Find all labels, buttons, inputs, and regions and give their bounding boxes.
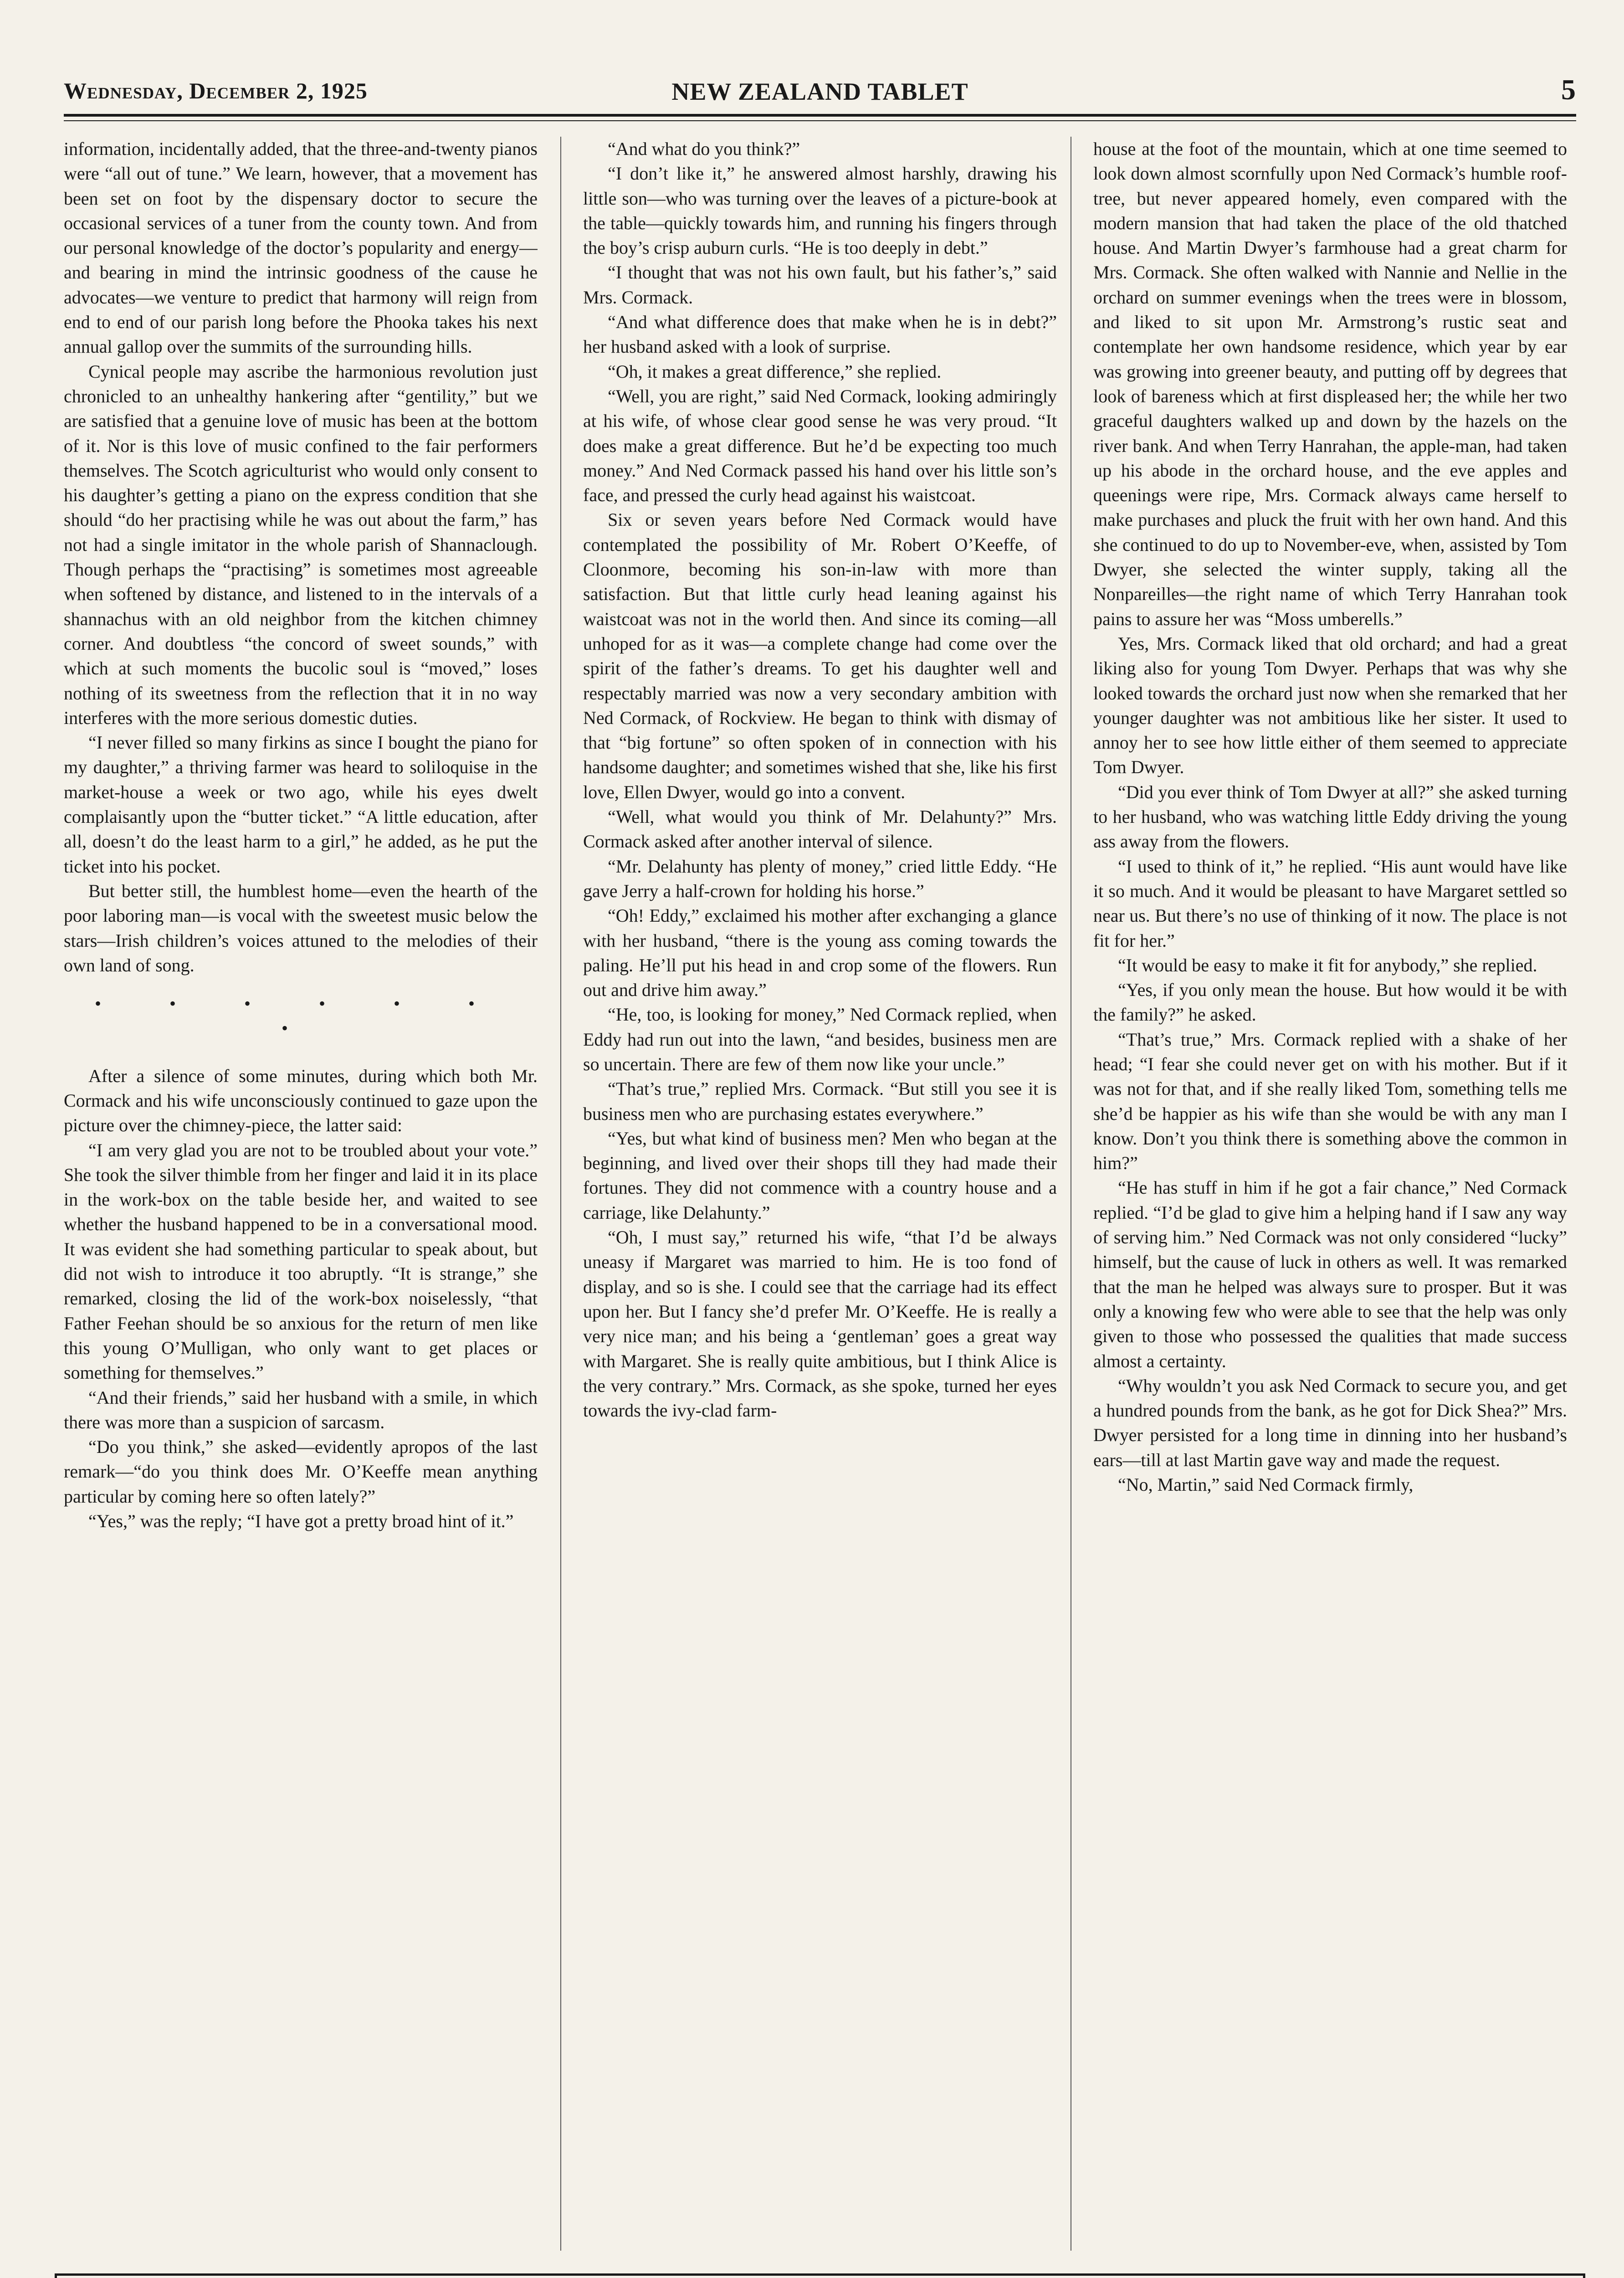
article-paragraph: “Why wouldn’t you ask Ned Cormack to secure you, and get a hundred pounds from the bank, as he got for Dick Shea?” Mrs. Dwyer persisted for a long time in dinning into her husband’s ears—till at last Martin gave way and made the request. <box>1093 1375 1567 1470</box>
article-paragraph: “He, too, is looking for money,” Ned Cormack replied, when Eddy had run out into the lawn, “and besides, business men are so uncertain. There are few of them now like your uncle.” <box>583 1004 1057 1074</box>
article-paragraph: “Yes, but what kind of business men? Men who began at the beginning, and lived over their shops till they had made their fortunes. They did not commence with a country house and a carriage, like Delahunty.” <box>583 1128 1057 1223</box>
article-paragraph: “Yes, if you only mean the house. But how would it be with the family?” he asked. <box>1093 980 1567 1025</box>
page-number: 5 <box>1561 73 1576 106</box>
section-break-dots: • • • • • • • <box>94 993 507 1039</box>
article-column-2 <box>583 137 1057 2251</box>
article-paragraph: “That’s true,” Mrs. Cormack replied with a shake of her head; “I fear she could never get on with his mother. But if it was not for that, and if she really liked Tom, something tells me she’d be happier as his wife than she would be with any man I know. Don’t you think there is something above the common in him?” <box>1093 1029 1567 1174</box>
page-header <box>64 73 1576 118</box>
article-paragraph: “That’s true,” replied Mrs. Cormack. “But still you see it is business men who are purchasing estates everywhere.” <box>583 1078 1057 1124</box>
article-paragraph: After a silence of some minutes, during which both Mr. Cormack and his wife unconsciously continued to gaze upon the picture over the chimney-piece, the latter said: <box>64 1065 538 1136</box>
article-paragraph: “And what do you think?” <box>608 139 800 159</box>
article-paragraph: house at the foot of the mountain, which at one time seemed to look down almost scornfully upon Ned Cormack’s humble roof-tree, but never appeared homely, even compared with the modern mansion that had taken the place of the old thatched house. And Martin Dwyer’s farmhouse had a great charm for Mrs. Cormack. She often walked with Nannie and Nellie in the orchard on summer evenings when the trees were in blossom, and liked to sit upon Mr. Armstrong’s rustic seat and contemplate her own handsome residence, which year by ear was growing into greener beauty, and putting off by degrees that look of bareness which at first displeased her; the while her two graceful daughters walked up and down by the hazels on the river bank. And when Terry Hanrahan, the apple-man, had taken up his abode in the orchard house, and the eve apples and queenings were ripe, Mrs. Cormack always came herself to make purchases and pluck the fruit with her own hand. And this she continued to do up to November-eve, when, assisted by Tom Dwyer, she selected the winter supply, taking all the Nonpareilles—the right name of which Terry Hanrahan took pains to assure her was “Moss umberells.” <box>1093 139 1567 629</box>
newspaper-title: NEW ZEALAND TABLET <box>671 78 968 105</box>
advertisement-banner <box>55 2273 1585 2278</box>
article-paragraph: “Oh, it makes a great difference,” she replied. <box>608 361 942 382</box>
article-paragraph: Six or seven years before Ned Cormack would have contemplated the possibility of Mr. Robert O’Keeffe, of Cloonmore, becoming his son-in-law with more than satisfaction. But that little curly head leaning against his waistcoat was not in the world then. And since its coming—all unhoped for as it was—a complete change had come over the spirit of the father’s dreams. To get his daughter well and respectably married was now a very secondary ambition with Ned Cormack, of Rockview. He began to think with dismay of that “big fortune” so often spoken of in connection with his handsome daughter; and sometimes wished that she, like his first love, Ellen Dwyer, would go into a convent. <box>583 509 1057 802</box>
article-column-1 <box>64 137 538 2251</box>
article-paragraph: Cynical people may ascribe the harmonious revolution just chronicled to an unhealthy hankering after “gentility,” but we are satisfied that a genuine love of music has been at the bottom of it. Nor is this love of music confined to the fair performers themselves. The Scotch agriculturist who would only consent to his daughter’s getting a piano on the express condition that she should “do her practising while he was out about the farm,” has not had a single imitator in the whole parish of Shannaclough. Though perhaps the “practising” is sometimes most agreeable when softened by distance, and listened to in the intervals of a shannachus with an old neighbor from the kitchen chimney corner. And doubtless “the concord of sweet sounds,” with which at such moments the bucolic soul is “moved,” loses nothing of its sweetness from the reflection that it in no way interferes with the more serious domestic duties. <box>64 361 538 728</box>
article-paragraph: “Mr. Delahunty has plenty of money,” cried little Eddy. “He gave Jerry a half-crown for holding his horse.” <box>583 856 1057 901</box>
article-paragraph: “Oh, I must say,” returned his wife, “that I’d be always uneasy if Margaret was married to him. He is too fond of display, and so is she. I could see that the carriage had its effect upon her. But I fancy she’d prefer Mr. O’Keeffe. He is really a very nice man; and his being a ‘gentleman’ goes a great way with Margaret. She is really quite ambitious, but I think Alice is the very contrary.” Mrs. Cormack, as she spoke, turned her eyes towards the ivy-clad farm- <box>583 1227 1057 1421</box>
article-paragraph: “It would be easy to make it fit for anybody,” she replied. <box>1118 954 1537 975</box>
article-paragraph: But better still, the humblest home—even the hearth of the poor laboring man—is vocal with the sweetest music below the stars—Irish children’s voices attuned to the melodies of their own land of song. <box>64 880 538 975</box>
article-column-3 <box>1093 137 1567 2251</box>
article-paragraph: “I thought that was not his own fault, but his father’s,” said Mrs. Cormack. <box>583 262 1057 308</box>
article-paragraph: “I used to think of it,” he replied. “His aunt would have like it so much. And it would be pleasant to have Margaret settled so near us. But there’s no use of thinking of it now. The place is not fit for her.” <box>1093 856 1567 951</box>
header-rule-thin <box>64 120 1576 121</box>
article-paragraph: “No, Martin,” said Ned Cormack firmly, <box>1118 1474 1414 1495</box>
header-rule <box>64 114 1576 117</box>
issue-date: Wednesday, December 2, 1925 <box>64 78 368 103</box>
article-paragraph: “Well, you are right,” said Ned Cormack, looking admiringly at his wife, of whose clear good sense he was very proud. “It does make a great difference. But he’d be expecting too much money.” And Ned Cormack passed his hand over his little son’s face, and pressed the curly head against his waistcoat. <box>583 385 1057 506</box>
column-divider <box>560 137 561 2251</box>
article-paragraph: “I never filled so many firkins as since I bought the piano for my daughter,” a thriving farmer was heard to soliloquise in the market-house a week or two ago, while his eyes dwelt complaisantly upon the “butter ticket.” “A little education, after all, doesn’t do the least harm to a girl,” he added, as he put the ticket into his pocket. <box>64 732 538 877</box>
article-paragraph: “Do you think,” she asked—evidently apropos of the last remark—“do you think does Mr. O’Keeffe mean anything particular by coming here so often lately?” <box>64 1437 538 1507</box>
article-paragraph: “And what difference does that make when he is in debt?” her husband asked with a look of surprise. <box>583 312 1057 357</box>
article-paragraph: “Well, what would you think of Mr. Delahunty?” Mrs. Cormack asked after another interval of silence. <box>583 806 1057 852</box>
article-paragraph: “I don’t like it,” he answered almost harshly, drawing his little son—who was turning over the leaves of a picture-book at the table—quickly towards him, and running his fingers through the boy’s crisp auburn curls. “He is too deeply in debt.” <box>583 163 1057 258</box>
article-paragraph: information, incidentally added, that the three-and-twenty pianos were “all out of tune.” We learn, however, that a movement has been set on foot by the dispensary doctor to secure the occasional services of a tuner from the county town. And from our personal knowledge of the doctor’s popularity and energy—and bearing in mind the intrinsic goodness of the cause he advocates—we venture to predict that harmony will reign from end to end of our parish long before the Phooka takes his next annual gallop over the summits of the surrounding hills. <box>64 139 538 357</box>
article-paragraph: “He has stuff in him if he got a fair chance,” Ned Cormack replied. “I’d be glad to give him a helping hand if I saw any way of serving him.” Ned Cormack was not only considered “lucky” himself, but the cause of luck in others as well. It was remarked that the man he helped was always sure to prosper. But it was only a knowing few who were able to see that the help was only given to those who possessed the qualities that made success almost a certainty. <box>1093 1177 1567 1371</box>
article-paragraph: “I am very glad you are not to be troubled about your vote.” She took the silver thimble from her finger and laid it in its place in the work-box on the table beside her, and waited to see whether the husband happened to be in a conversational mood. It was evident she had something particular to speak about, but did not wish to introduce it too abruptly. “It is strange,” she remarked, closing the lid of the work-box noiselessly, “that Father Feehan should be so anxious for the return of men like this young O’Mulligan, who only want to get places or something for themselves.” <box>64 1139 538 1383</box>
article-paragraph: Yes, Mrs. Cormack liked that old orchard; and had a great liking also for young Tom Dwyer. Perhaps that was why she looked towards the orchard just now when she remarked that her younger daughter was not ambitious like her sister. It used to annoy her to see how little either of them seemed to appreciate Tom Dwyer. <box>1093 633 1567 778</box>
article-paragraph: “Did you ever think of Tom Dwyer at all?” she asked turning to her husband, who was watching little Eddy driving the young ass away from the flowers. <box>1093 781 1567 852</box>
article-paragraph: “Yes,” was the reply; “I have got a pretty broad hint of it.” <box>88 1511 514 1532</box>
article-paragraph: “And their friends,” said her husband with a smile, in which there was more than a suspicion of sarcasm. <box>64 1387 538 1432</box>
article-paragraph: “Oh! Eddy,” exclaimed his mother after exchanging a glance with her husband, “there is the young ass coming towards the paling. He’ll put his head in and crop some of the flowers. Run out and drive him away.” <box>583 905 1057 1000</box>
